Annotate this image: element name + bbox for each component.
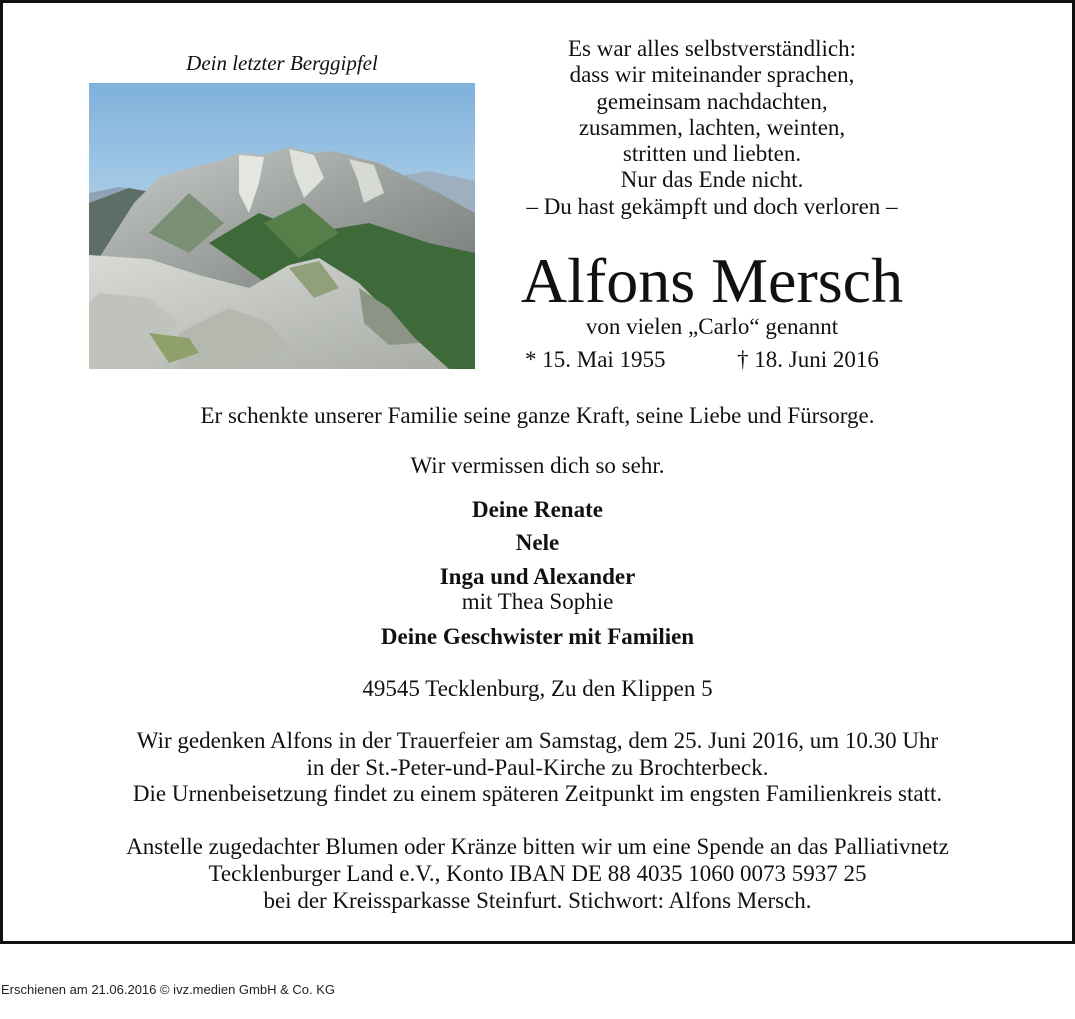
ceremony-line: Wir gedenken Alfons in der Trauerfeier am Samstag, dem 25. Juni 2016, um 10.30 Uhr [136,728,939,753]
donation-line: bei der Kreissparkasse Steinfurt. Stichwort: Alfons Mersch. [263,888,812,913]
donation-info [3,833,1072,914]
mourner-name: Inga und Alexander [439,564,636,589]
mourner-name: mit Thea Sophie [461,589,614,614]
memorial-poem [481,36,943,220]
family-address: 49545 Tecklenburg, Zu den Klippen 5 [362,676,713,701]
poem-line: – Du hast gekämpft und doch verloren – [526,193,898,219]
birth-date: * 15. Mai 1955 [525,347,666,372]
poem-line: Nur das Ende nicht. [620,167,804,193]
photo-caption: Dein letzter Berggipfel [186,51,378,75]
mourner-name: Nele [515,530,560,555]
poem-line: zusammen, lachten, weinten, [578,114,846,140]
poem-line: dass wir miteinander sprachen, [569,62,855,88]
donation-line: Tecklenburger Land e.V., Konto IBAN DE 88 4035 1060 0073 5937 25 [208,861,867,886]
deceased-nickname: von vielen „Carlo“ genannt [585,314,839,339]
donation-line: Anstelle zugedachter Blumen oder Kränze bitten wir um eine Spende an das Palliativnetz [126,834,949,859]
tribute-line: Wir vermissen dich so sehr. [410,453,665,478]
tribute-line: Er schenkte unserer Familie seine ganze Kraft, seine Liebe und Fürsorge. [200,403,875,428]
mountain-photo [89,83,475,369]
poem-line: gemeinsam nachdachten, [596,88,828,114]
mourner-name: Deine Renate [472,497,603,522]
ceremony-line: Die Urnenbeisetzung findet zu einem späteren Zeitpunkt im engsten Familienkreis statt. [132,781,943,806]
poem-line: Es war alles selbstverständlich: [567,36,857,61]
ceremony-info [3,728,1072,808]
publication-footer: Erschienen am 21.06.2016 © ivz.medien GmbH & Co. KG [1,982,336,997]
poem-line: stritten und liebten. [622,141,802,167]
deceased-name: Alfons Mersch [520,245,904,316]
death-date: † 18. Juni 2016 [737,347,879,372]
ceremony-line: in der St.-Peter-und-Paul-Kirche zu Brochterbeck. [306,754,769,780]
mourner-name: Deine Geschwister mit Familien [380,624,695,649]
